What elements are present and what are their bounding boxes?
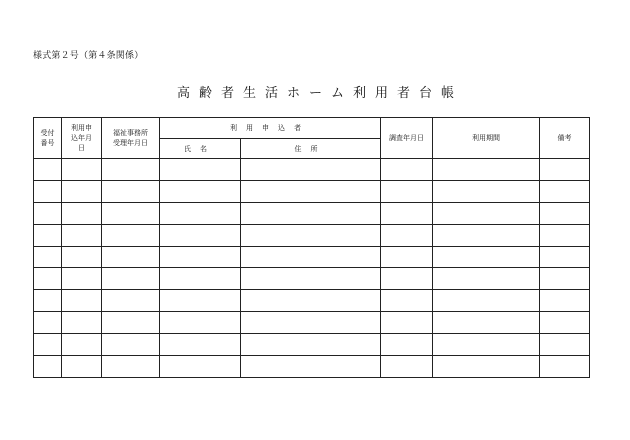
cell-welfare-office-date	[102, 334, 160, 356]
cell-remarks	[540, 312, 590, 334]
header-receipt-number-line1: 受付	[40, 129, 55, 137]
cell-receipt-number	[34, 180, 62, 202]
cell-applicant-name	[160, 312, 241, 334]
cell-application-date	[62, 202, 102, 224]
cell-welfare-office-date	[102, 159, 160, 181]
cell-applicant-name	[160, 290, 241, 312]
cell-applicant-address	[241, 268, 381, 290]
table-row	[34, 246, 590, 268]
cell-usage-period	[433, 202, 540, 224]
header-receipt-number	[34, 118, 62, 159]
cell-usage-period	[433, 246, 540, 268]
cell-survey-date	[381, 159, 433, 181]
cell-remarks	[540, 246, 590, 268]
cell-usage-period	[433, 312, 540, 334]
cell-survey-date	[381, 312, 433, 334]
header-remarks: 備考	[540, 118, 590, 159]
cell-receipt-number	[34, 246, 62, 268]
cell-applicant-address	[241, 202, 381, 224]
cell-survey-date	[381, 180, 433, 202]
cell-applicant-address	[241, 159, 381, 181]
table-row	[34, 180, 590, 202]
cell-applicant-name	[160, 180, 241, 202]
cell-receipt-number	[34, 159, 62, 181]
header-welfare-office-date-line1: 福祉事務所	[113, 129, 148, 137]
cell-survey-date	[381, 268, 433, 290]
header-application-date-line1: 利用申	[71, 124, 92, 132]
cell-applicant-address	[241, 180, 381, 202]
cell-applicant-name	[160, 202, 241, 224]
cell-remarks	[540, 202, 590, 224]
cell-remarks	[540, 224, 590, 246]
form-number-label: 様式第２号（第４条関係）	[33, 51, 144, 61]
cell-applicant-address	[241, 356, 381, 378]
header-applicant-name: 氏名	[160, 139, 241, 159]
cell-application-date	[62, 356, 102, 378]
cell-application-date	[62, 312, 102, 334]
cell-welfare-office-date	[102, 180, 160, 202]
cell-usage-period	[433, 334, 540, 356]
cell-applicant-name	[160, 224, 241, 246]
cell-survey-date	[381, 356, 433, 378]
table-row	[34, 356, 590, 378]
cell-remarks	[540, 334, 590, 356]
cell-usage-period	[433, 159, 540, 181]
cell-receipt-number	[34, 224, 62, 246]
cell-welfare-office-date	[102, 268, 160, 290]
cell-survey-date	[381, 202, 433, 224]
cell-applicant-name	[160, 356, 241, 378]
user-register-table	[33, 117, 590, 378]
cell-remarks	[540, 290, 590, 312]
table-row	[34, 224, 590, 246]
cell-applicant-name	[160, 334, 241, 356]
table-row	[34, 202, 590, 224]
table-row	[34, 268, 590, 290]
cell-receipt-number	[34, 312, 62, 334]
header-application-date-line3: 日	[78, 144, 85, 152]
cell-survey-date	[381, 334, 433, 356]
cell-remarks	[540, 180, 590, 202]
cell-applicant-address	[241, 246, 381, 268]
cell-applicant-name	[160, 268, 241, 290]
header-application-date-line2: 込年月	[71, 134, 92, 142]
cell-application-date	[62, 268, 102, 290]
cell-remarks	[540, 268, 590, 290]
cell-applicant-name	[160, 246, 241, 268]
cell-applicant-address	[241, 334, 381, 356]
cell-welfare-office-date	[102, 246, 160, 268]
cell-usage-period	[433, 268, 540, 290]
header-applicant-group: 利用申込者	[160, 118, 381, 139]
cell-receipt-number	[34, 356, 62, 378]
header-welfare-office-date-line2: 受理年月日	[113, 139, 148, 147]
cell-applicant-address	[241, 224, 381, 246]
header-survey-date: 調査年月日	[381, 118, 433, 159]
cell-usage-period	[433, 180, 540, 202]
cell-application-date	[62, 334, 102, 356]
cell-application-date	[62, 159, 102, 181]
cell-survey-date	[381, 290, 433, 312]
cell-welfare-office-date	[102, 202, 160, 224]
table-row	[34, 290, 590, 312]
cell-receipt-number	[34, 290, 62, 312]
register-body	[34, 159, 590, 378]
cell-welfare-office-date	[102, 312, 160, 334]
cell-usage-period	[433, 290, 540, 312]
cell-receipt-number	[34, 202, 62, 224]
cell-application-date	[62, 180, 102, 202]
cell-receipt-number	[34, 334, 62, 356]
table-row	[34, 334, 590, 356]
cell-welfare-office-date	[102, 290, 160, 312]
cell-application-date	[62, 224, 102, 246]
document-title: 高齢者生活ホーム利用者台帳	[176, 86, 463, 101]
cell-application-date	[62, 246, 102, 268]
cell-survey-date	[381, 224, 433, 246]
cell-welfare-office-date	[102, 356, 160, 378]
cell-receipt-number	[34, 268, 62, 290]
cell-usage-period	[433, 224, 540, 246]
header-application-date	[62, 118, 102, 159]
header-welfare-office-date	[102, 118, 160, 159]
cell-welfare-office-date	[102, 224, 160, 246]
table-row	[34, 159, 590, 181]
header-applicant-address: 住所	[241, 139, 381, 159]
cell-applicant-name	[160, 159, 241, 181]
cell-applicant-address	[241, 290, 381, 312]
header-usage-period: 利用期間	[433, 118, 540, 159]
table-row	[34, 312, 590, 334]
cell-applicant-address	[241, 312, 381, 334]
cell-survey-date	[381, 246, 433, 268]
cell-usage-period	[433, 356, 540, 378]
header-receipt-number-line2: 番号	[40, 139, 55, 147]
cell-remarks	[540, 159, 590, 181]
cell-application-date	[62, 290, 102, 312]
cell-remarks	[540, 356, 590, 378]
